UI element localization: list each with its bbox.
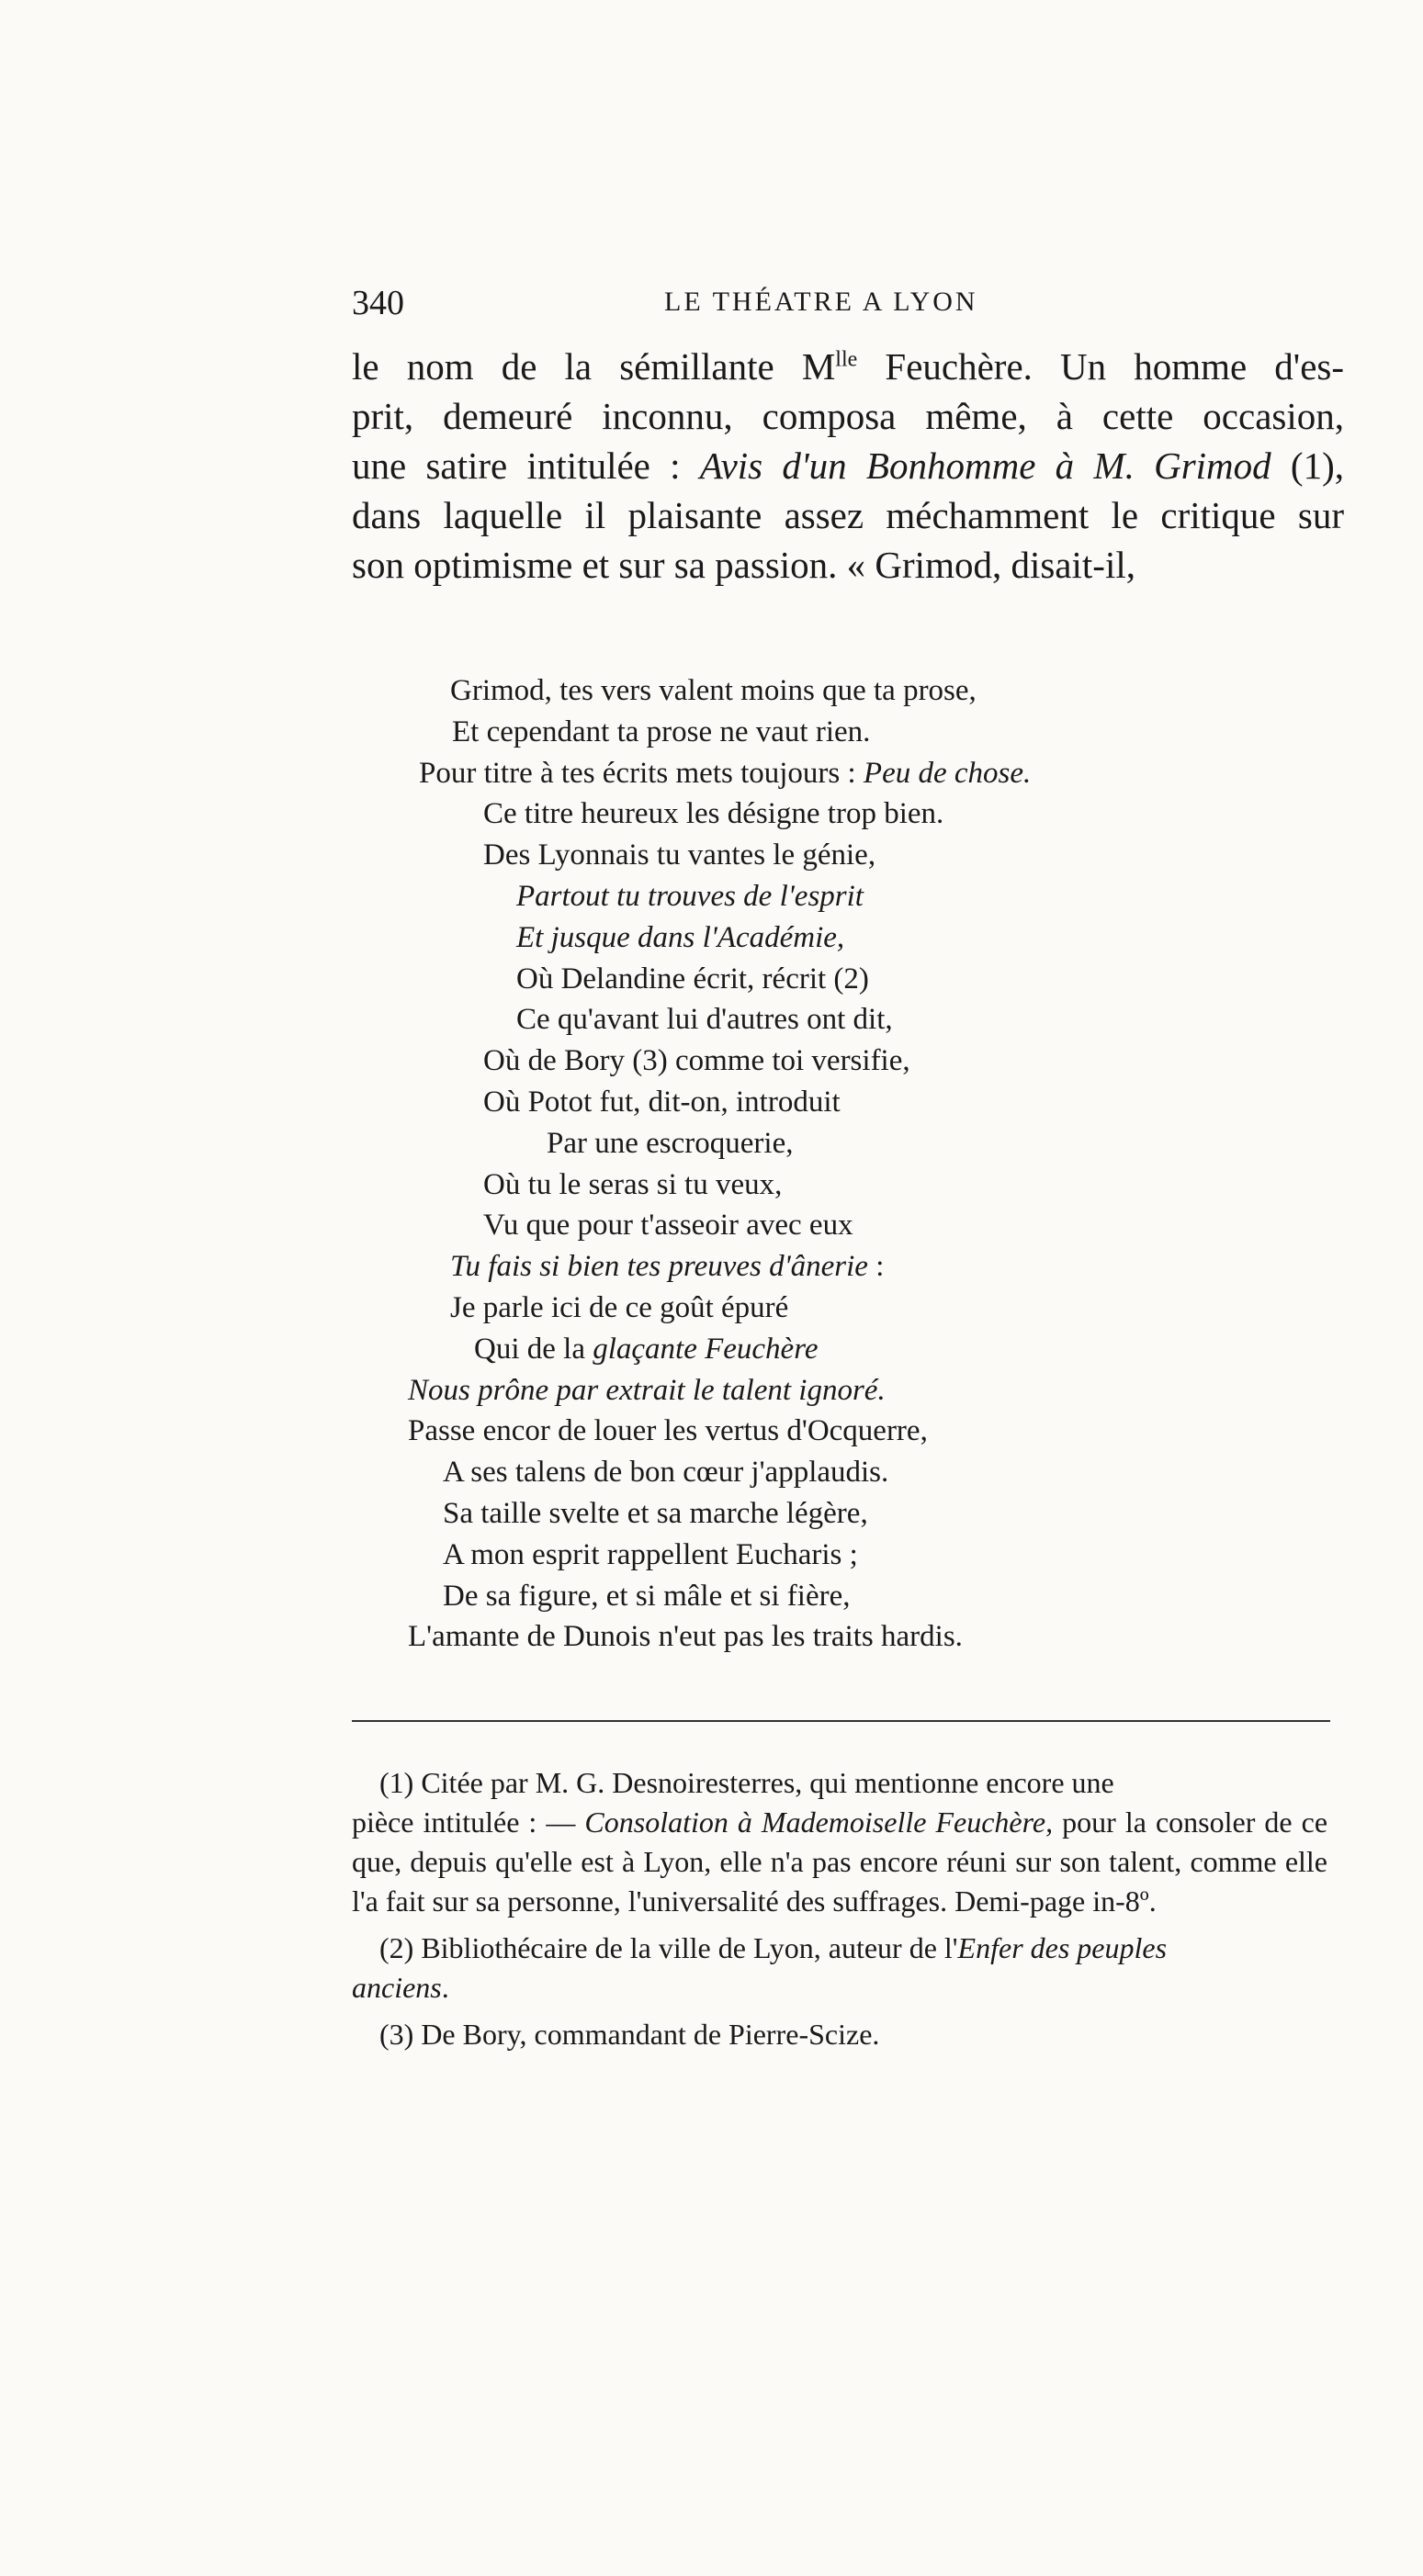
poem-verse: Où Delandine écrit, récrit (2) xyxy=(516,962,869,996)
footnote-line xyxy=(352,1929,1327,1968)
italic-span: glaçante Feuchère xyxy=(593,1332,819,1366)
italic-span: Peu de chose. xyxy=(863,756,1032,790)
footnote-1 xyxy=(352,1763,1327,1921)
italic-span: Consolation à Mademoiselle Feuchère, xyxy=(584,1805,1054,1839)
footnote-line: (1) Citée par M. G. Desnoiresterres, qui mentionne encore une xyxy=(379,1766,1114,1799)
text-span: le nom de la sémillante M xyxy=(352,345,836,388)
poem-verse xyxy=(395,1246,1222,1288)
body-line: son optimisme et sur sa passion. « Grimod, disait-il, xyxy=(352,544,1135,586)
body-line: dans laquelle il plaisante assez méchamment le critique sur xyxy=(352,494,1344,536)
footnote-line: (3) De Bory, commandant de Pierre-Scize. xyxy=(379,2018,880,2051)
text-span: : xyxy=(867,1250,885,1284)
footnote-3 xyxy=(352,2015,1327,2054)
poem-verse: Sa taille svelte et sa marche légère, xyxy=(443,1496,868,1530)
body-line xyxy=(352,342,1344,391)
poem-verse: Ce qu'avant lui d'autres ont dit, xyxy=(516,1003,893,1037)
footnote-text: talent, comme elle l'a fait sur sa personne, l'universalité des suffrages. xyxy=(352,1845,1328,1918)
poem-verse: Des Lyonnais tu vantes le génie, xyxy=(483,838,876,872)
text-span: pour la consoler xyxy=(1053,1805,1256,1839)
footnote-divider xyxy=(352,1720,1330,1722)
poem-verse: A ses talens de bon cœur j'applaudis. xyxy=(443,1456,889,1490)
poem-verse: Vu que pour t'asseoir avec eux xyxy=(483,1209,853,1243)
running-title: LE THÉATRE A LYON xyxy=(664,287,978,317)
italic-span: Tu fais si bien tes preuves d'ânerie xyxy=(450,1250,868,1284)
text-span: Qui de la xyxy=(474,1332,593,1366)
poem-verse: Par une escroquerie, xyxy=(547,1126,794,1160)
poem-verse: Où de Bory (3) comme toi versifie, xyxy=(483,1044,910,1078)
italic-span: anciens xyxy=(352,1971,442,2004)
poem-verse: Ce titre heureux les désigne trop bien. xyxy=(483,797,944,831)
superscript: lle xyxy=(835,347,858,372)
text-span: . xyxy=(441,1971,449,2004)
body-line xyxy=(352,441,1344,490)
text-span: Pour titre à tes écrits mets toujours : xyxy=(419,756,864,790)
footnote-text xyxy=(352,1805,1255,1839)
body-paragraph xyxy=(352,342,1344,590)
text-span: (2) Bibliothécaire de la ville de Lyon, auteur de l' xyxy=(379,1931,958,1964)
poem-verse xyxy=(395,753,1222,794)
poem-verse: Et jusque dans l'Académie, xyxy=(516,920,845,954)
page-header xyxy=(352,283,1344,329)
footnotes xyxy=(352,1763,1327,2062)
body-line: prit, demeuré inconnu, composa même, à cette occasion, xyxy=(352,395,1344,437)
text-span: une satire intitulée : xyxy=(352,444,700,487)
text-span: Feuchère. Un homme d'es- xyxy=(857,345,1344,388)
italic-span: Enfer des peuples xyxy=(957,1931,1168,1964)
footnote-2 xyxy=(352,1929,1327,2008)
poem-verse: L'amante de Dunois n'eut pas les traits hardis. xyxy=(408,1620,963,1654)
poem-verse: A mon esprit rappellent Eucharis ; xyxy=(443,1537,858,1571)
text-span: (1), xyxy=(1271,444,1344,487)
footnote-text: Demi-page in-8º. xyxy=(954,1884,1157,1918)
poem-verse xyxy=(395,1329,1222,1370)
poem xyxy=(395,670,1222,1658)
italic-title: Avis d'un Bonhomme à M. Grimod xyxy=(699,444,1271,487)
page-number: 340 xyxy=(352,284,404,322)
poem-verse: Nous prône par extrait le talent ignoré. xyxy=(408,1373,886,1407)
poem-verse: Je parle ici de ce goût épuré xyxy=(450,1290,789,1324)
poem-verse: Partout tu trouves de l'esprit xyxy=(516,879,864,913)
text-span: pièce intitulée : — xyxy=(352,1805,585,1839)
poem-verse: De sa figure, et si mâle et si fière, xyxy=(443,1579,851,1613)
poem-verse: Où tu le seras si tu veux, xyxy=(483,1167,783,1201)
footnote-text: de ce que, depuis qu'elle est à Lyon, elle n'a pas encore réuni sur son xyxy=(352,1805,1328,1878)
poem-verse: Grimod, tes vers valent moins que ta prose, xyxy=(450,674,977,707)
poem-verse: Passe encor de louer les vertus d'Ocquerre, xyxy=(408,1414,928,1448)
poem-verse: Où Potot fut, dit-on, introduit xyxy=(483,1085,841,1119)
poem-verse: Et cependant ta prose ne vaut rien. xyxy=(452,714,871,748)
footnote-text xyxy=(352,1971,449,2004)
